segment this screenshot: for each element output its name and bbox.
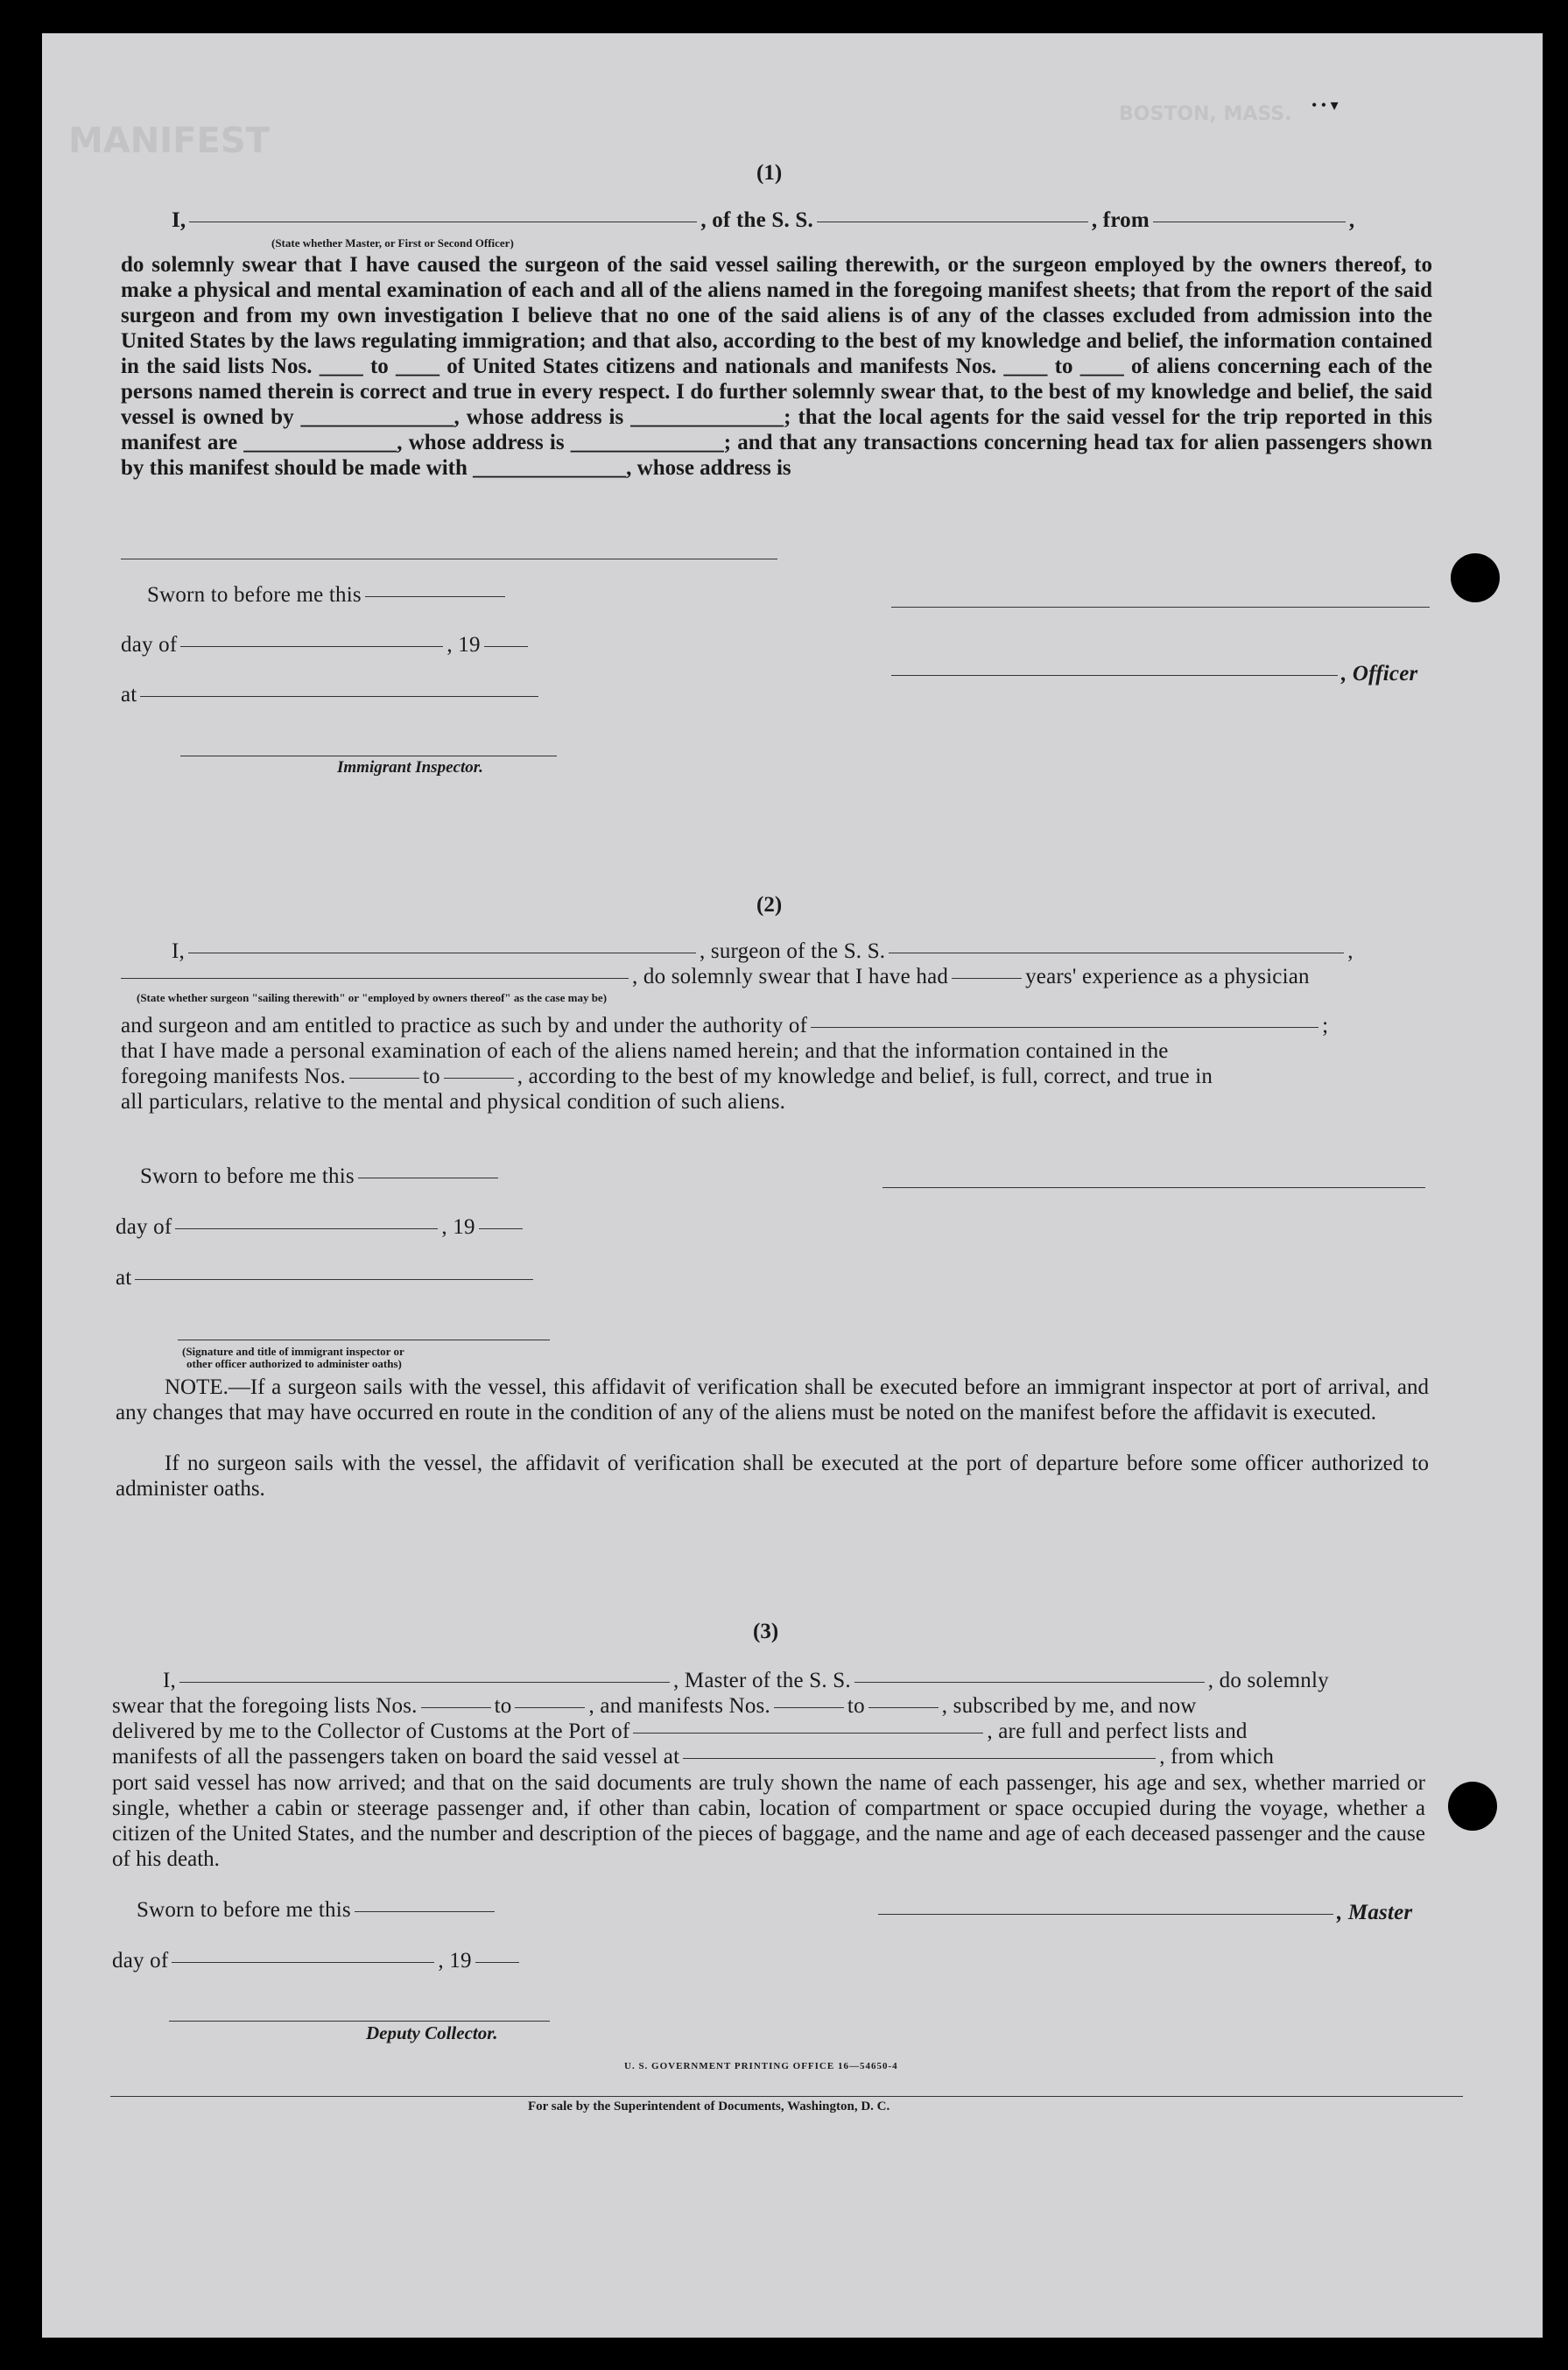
- binder-hole-top: [1451, 553, 1500, 602]
- s2-body-3: foregoing manifests Nos. to , according to the best of my knowledge and belief, is full, correct, and true in: [121, 1065, 1213, 1088]
- s1-place-line[interactable]: [140, 696, 538, 697]
- s3-body: port said vessel has now arrived; and that on the said documents are truly shown the name of each passenger, his age and sex, whether married or single, whether a cabin or steerage passenger and, if other than cabin, location of compartment or space occupied during the voyage, whether a citizen of the United States, and the number and description of the pieces of baggage, and the name and age of each deceased passenger and the cause of his death.: [112, 1771, 1425, 1871]
- s3-line4: manifests of all the passengers taken on board the said vessel at , from which: [112, 1745, 1275, 1769]
- s2-place-line[interactable]: [135, 1279, 533, 1280]
- s3-deputy-label: Deputy Collector.: [366, 2022, 498, 2043]
- footer-rule: [110, 2096, 1463, 2097]
- s2-sig-note-2: other officer authorized to administer oaths): [186, 1357, 402, 1370]
- s2-sig-note-1: (Signature and title of immigrant inspector or: [182, 1345, 404, 1358]
- s1-officer-note: (State whether Master, or First or Second Officer): [271, 236, 514, 250]
- s1-officer-signature-line[interactable]: [891, 607, 1430, 608]
- s3-master: , Master: [878, 1901, 1412, 1925]
- s3-month-line[interactable]: [172, 1962, 434, 1963]
- section-2-number: (2): [756, 893, 783, 917]
- s3-manifests-from-line[interactable]: [774, 1707, 844, 1708]
- s2-manifest-to-line[interactable]: [444, 1078, 514, 1079]
- faded-stamp-right: BOSTON, MASS.: [1119, 103, 1292, 125]
- s3-master-signature-line[interactable]: [878, 1914, 1333, 1915]
- s1-at: at: [121, 683, 542, 707]
- s2-line1: I, , surgeon of the S. S. ,: [172, 939, 1354, 963]
- s1-day-of: day of , 19: [121, 633, 531, 658]
- s3-sworn-date-line[interactable]: [355, 1911, 495, 1912]
- s2-authority-line[interactable]: [811, 1027, 1318, 1028]
- s1-of-ss: , of the S. S.: [700, 208, 813, 232]
- s2-year-line[interactable]: [479, 1228, 523, 1229]
- s3-manifests-to-line[interactable]: [868, 1707, 939, 1708]
- s3-deputy-signature-line[interactable]: [169, 2021, 550, 2022]
- faded-stamp-left: MANIFEST: [68, 121, 270, 161]
- s1-officer-title-line[interactable]: [891, 675, 1338, 676]
- s3-line3: delivered by me to the Collector of Customs at the Port of , are full and perfect lists and: [112, 1719, 1248, 1743]
- s2-body-1: and surgeon and am entitled to practice as such by and under the authority of ;: [121, 1014, 1329, 1037]
- form-page: [42, 33, 1543, 2338]
- s2-body-4: all particulars, relative to the mental and physical condition of such aliens.: [121, 1090, 786, 1114]
- s3-lists-from-line[interactable]: [421, 1707, 491, 1708]
- s3-master-name-line[interactable]: [179, 1682, 670, 1683]
- s2-note-2: If no surgeon sails with the vessel, the affidavit of verification shall be executed at the port of departure before some officer authorized to administer oaths.: [116, 1452, 1429, 1501]
- s3-port-line[interactable]: [633, 1733, 983, 1734]
- s2-surgeon-status-line[interactable]: [121, 978, 629, 979]
- s1-i: I,: [172, 208, 186, 232]
- s3-day-of: day of , 19: [112, 1949, 523, 1973]
- s2-body-2: that I have made a personal examination of each of the aliens named herein; and that the information contained in the: [121, 1039, 1169, 1063]
- s2-sworn: Sworn to before me this: [140, 1164, 502, 1189]
- s2-month-line[interactable]: [175, 1228, 438, 1229]
- s2-line2: , do solemnly swear that I have had years' experience as a physician: [121, 965, 1310, 989]
- s1-comma: ,: [1348, 208, 1355, 232]
- section-1-number: (1): [756, 161, 783, 185]
- corner-marks: • • ▾: [1311, 96, 1339, 114]
- s2-manifest-from-line[interactable]: [349, 1078, 419, 1079]
- s1-from: , from: [1091, 208, 1150, 232]
- s3-line2: swear that the foregoing lists Nos. to , and manifests Nos. to , subscribed by me, and now: [112, 1694, 1197, 1718]
- s1-body: do solemnly swear that I have caused the surgeon of the said vessel sailing therewith, or the surgeon employed by the owners thereof, to make a physical and mental examination of each and all of the aliens named in the foregoing manifest sheets; that from the report of the said surgeon and from my own investigation I believe that no one of the said aliens is of any of the classes excluded from admission into the United States by the laws regulating immigration; and that also, according to the best of my knowledge and belief, the information contained in the said lists Nos. ____ to ____ of United States citizens and nationals and manifests Nos. ____ to ____ of aliens concerning each of the persons named therein is correct and true in every respect. I do further solemnly swear that, to the best of my knowledge and belief, the said vessel is owned by ______________, whose address is ______________; that the local agents for the said vessel for the trip reported in this manifest are ______________, whose address is ______________; and that any transactions concerning head tax for alien passengers shown by this manifest should be made with ______________, whose address is: [121, 253, 1432, 480]
- s1-line1: [172, 208, 1354, 233]
- sale-note: For sale by the Superintendent of Documents, Washington, D. C.: [528, 2099, 890, 2113]
- s2-note-1: NOTE.—If a surgeon sails with the vessel, this affidavit of verification shall be executed before an immigrant inspector at port of arrival, and any changes that may have occurred en route in the condition of any of the aliens must be noted on the manifest before the affidavit is executed.: [116, 1375, 1429, 1424]
- s3-lists-to-line[interactable]: [515, 1707, 585, 1708]
- s3-departure-line[interactable]: [683, 1758, 1156, 1759]
- s3-sworn: Sworn to before me this: [137, 1898, 498, 1923]
- gpo-imprint: U. S. GOVERNMENT PRINTING OFFICE 16—54650-4: [624, 2061, 898, 2071]
- s3-ship-name-line[interactable]: [854, 1682, 1205, 1683]
- s2-years-line[interactable]: [952, 978, 1022, 979]
- binder-hole-bottom: [1448, 1782, 1497, 1831]
- s1-inspector-label: Immigrant Inspector.: [337, 758, 483, 777]
- s1-sworn-date-line[interactable]: [365, 596, 505, 597]
- s1-year-line[interactable]: [484, 646, 528, 647]
- s2-day-of: day of , 19: [116, 1215, 526, 1240]
- s3-line1: I, , Master of the S. S. , do solemnly: [163, 1669, 1329, 1692]
- s2-surgeon-note: (State whether surgeon "sailing therewith" or "employed by owners thereof" as the case may be): [137, 991, 608, 1004]
- s1-sworn: Sworn to before me this: [147, 583, 509, 608]
- s2-surgeon-signature-line[interactable]: [882, 1187, 1425, 1188]
- s1-officer: , Officer: [891, 662, 1417, 686]
- s1-month-line[interactable]: [180, 646, 443, 647]
- section-3-number: (3): [753, 1620, 779, 1643]
- s3-year-line[interactable]: [475, 1962, 519, 1963]
- s2-at: at: [116, 1266, 537, 1290]
